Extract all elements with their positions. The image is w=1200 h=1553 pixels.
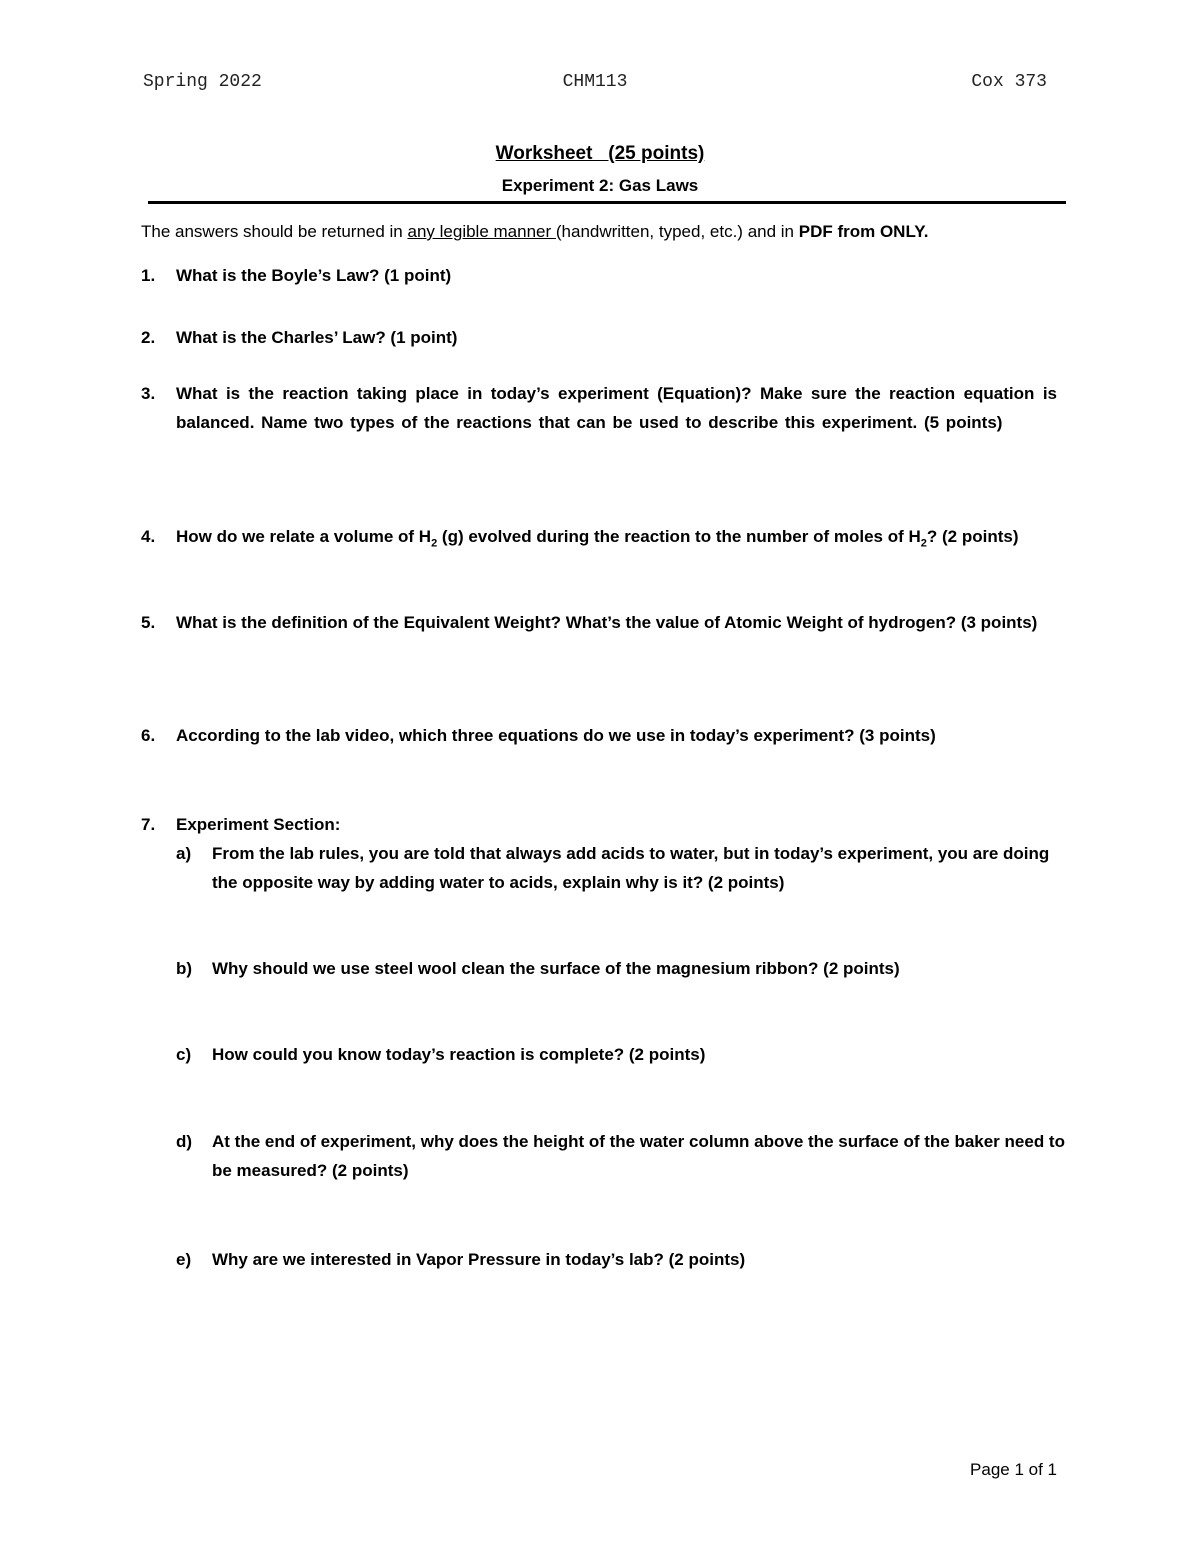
page-number: Page 1 of 1	[970, 1460, 1057, 1479]
header-room: Cox 373	[971, 72, 1047, 92]
question-number: 6.	[141, 726, 156, 745]
question-text: According to the lab video, which three equations do we use in today’s experiment? (3 points)	[176, 726, 936, 745]
question-text: What is the definition of the Equivalent Weight? What’s the value of Atomic Weight of hydrogen? (3 points)	[176, 613, 1038, 632]
subscript: 2	[431, 537, 438, 550]
instructions	[141, 222, 1071, 242]
instructions-text-1: The answers should be returned in	[141, 222, 408, 241]
header-term: Spring 2022	[143, 72, 262, 92]
question-5	[141, 609, 1057, 638]
question-1	[141, 262, 1057, 291]
subquestion-text: Why are we interested in Vapor Pressure in today’s lab? (2 points)	[212, 1250, 746, 1269]
subquestion-letter: c)	[176, 1045, 192, 1064]
subquestion-a	[176, 840, 1066, 897]
subquestion-letter: d)	[176, 1132, 193, 1151]
subquestion-c	[176, 1041, 1066, 1070]
subquestion-text: How could you know today’s reaction is complete? (2 points)	[212, 1045, 706, 1064]
question-number: 5.	[141, 613, 156, 632]
question-number: 7.	[141, 815, 156, 834]
question-2	[141, 324, 1057, 353]
instructions-underlined: any legible manner	[407, 222, 556, 241]
question-text-part: How do we relate a volume of H	[176, 527, 432, 546]
subquestion-text: From the lab rules, you are told that always add acids to water, but in today’s experiment, you are doing the opposite way by adding water to acids, explain why is it? (2 points)	[212, 844, 1050, 892]
question-text-part: (g) evolved during the reaction to the number of moles of H	[437, 527, 921, 546]
question-number: 2.	[141, 328, 156, 347]
question-text-part: ? (2 points)	[926, 527, 1019, 546]
subscript: 2	[920, 537, 927, 550]
worksheet-title: Worksheet (25 points)	[495, 143, 705, 164]
question-text: Experiment Section:	[176, 815, 341, 834]
question-4	[141, 523, 1057, 552]
subquestion-letter: b)	[176, 959, 193, 978]
question-number: 4.	[141, 527, 156, 546]
instructions-bold: PDF from ONLY.	[798, 222, 929, 241]
question-6	[141, 722, 1057, 751]
subquestion-d	[176, 1128, 1066, 1185]
question-number: 1.	[141, 266, 156, 285]
subquestion-text: At the end of experiment, why does the height of the water column above the surface of the baker need to be measured? (2 points)	[212, 1132, 1065, 1180]
question-7	[141, 811, 1057, 840]
subquestion-text: Why should we use steel wool clean the surface of the magnesium ribbon? (2 points)	[212, 959, 900, 978]
title-divider	[148, 201, 1066, 204]
page-header	[143, 72, 1047, 98]
question-text: What is the reaction taking place in today’s experiment (Equation)? Make sure the reaction equation is balanced. Name two types of the reactions that can be used to describe this experiment. (5 points)	[176, 384, 1057, 432]
question-text	[176, 523, 1057, 552]
question-number: 3.	[141, 384, 156, 403]
subquestion-letter: e)	[176, 1250, 192, 1269]
subquestion-b	[176, 955, 1066, 984]
worksheet-subtitle: Experiment 2: Gas Laws	[501, 176, 699, 195]
header-course: CHM113	[562, 72, 628, 92]
question-3	[141, 380, 1057, 437]
instructions-text-2: (handwritten, typed, etc.) and in	[555, 222, 799, 241]
subquestion-letter: a)	[176, 844, 192, 863]
question-text: What is the Boyle’s Law? (1 point)	[176, 266, 452, 285]
subquestion-e	[176, 1246, 1066, 1275]
question-text: What is the Charles’ Law? (1 point)	[176, 328, 458, 347]
